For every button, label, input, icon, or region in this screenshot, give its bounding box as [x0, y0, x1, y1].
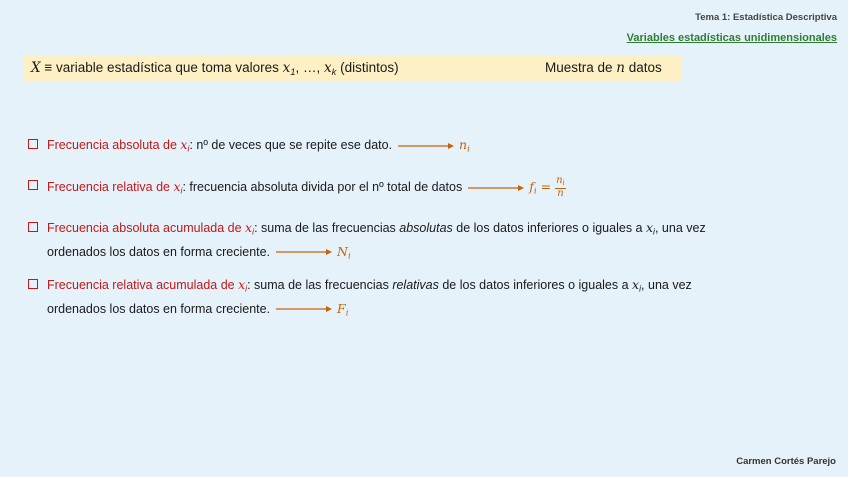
term-description: : suma de las frecuencias — [247, 278, 393, 292]
math-x1: x — [282, 60, 291, 76]
symbol-fi-formula: $f_i$ = $\frac{n_i}{n}$ — [529, 175, 565, 200]
fraction: $\frac{n_i}{n}$ — [556, 175, 565, 200]
definition-phrase: variable estadística que toma valores — [52, 60, 283, 75]
checkbox-bullet-icon — [28, 180, 38, 190]
math-xk: x — [324, 60, 332, 76]
term-description-cont: de los datos inferiores o iguales a — [452, 221, 646, 235]
math-sub-1: 1 — [290, 66, 296, 78]
math-x: x — [645, 220, 654, 235]
sample-text — [545, 60, 662, 76]
math-sub: i — [653, 226, 655, 237]
arrow-right-icon — [466, 183, 526, 193]
arrow-right-icon — [396, 141, 456, 151]
author-footer: Carmen Cortés Parejo — [736, 456, 836, 467]
definition-text — [31, 60, 399, 78]
term-description-cont: de los datos inferiores o iguales a — [438, 278, 633, 292]
term-description-end: , una vez — [654, 221, 706, 235]
math-equiv: ≡ — [44, 60, 53, 75]
course-title: Tema 1: Estadística Descriptiva — [695, 12, 837, 23]
term-description-end: , una vez — [641, 278, 692, 292]
symbol-Fi: $F_i$ — [337, 300, 349, 319]
term-label: Frecuencia absoluta de $x_i$ — [47, 137, 190, 154]
term-description: : frecuencia absoluta divida por el nº total de datos — [182, 180, 463, 195]
math-x: x — [632, 277, 640, 292]
math-sub-k: k — [331, 66, 337, 78]
term-label: Frecuencia absoluta acumulada de $x_i$ — [47, 220, 255, 237]
term-description-line2: ordenados los datos en forma creciente. — [47, 301, 271, 316]
term-description: : nº de veces que se repite ese dato. — [189, 138, 393, 152]
section-subtitle: Variables estadísticas unidimensionales — [626, 32, 837, 44]
math-n: n — [616, 60, 625, 76]
term-description: : suma de las frecuencias — [254, 221, 400, 235]
datos-text: datos — [625, 60, 662, 75]
math-sub: i — [639, 283, 642, 294]
emphasis: absolutas — [399, 221, 453, 235]
arrow-right-icon — [274, 247, 334, 257]
term-label: Frecuencia relativa acumulada de $x_i$ — [47, 277, 248, 294]
math-dots: , …, — [295, 60, 325, 75]
checkbox-bullet-icon — [28, 222, 38, 232]
emphasis: relativas — [392, 278, 439, 292]
symbol-Ni: $N_i$ — [337, 243, 351, 262]
checkbox-bullet-icon — [28, 139, 38, 149]
muestra-de: Muestra de — [545, 60, 617, 75]
math-X: X — [31, 60, 41, 76]
distintos-text: (distintos) — [336, 60, 399, 75]
definition-box — [24, 56, 682, 81]
checkbox-bullet-icon — [28, 279, 38, 289]
arrow-right-icon — [274, 304, 334, 314]
term-label: Frecuencia relativa de $x_i$ — [47, 179, 183, 196]
term-description-line2: ordenados los datos en forma creciente. — [47, 244, 271, 259]
symbol-ni: $n_i$ — [459, 137, 470, 155]
